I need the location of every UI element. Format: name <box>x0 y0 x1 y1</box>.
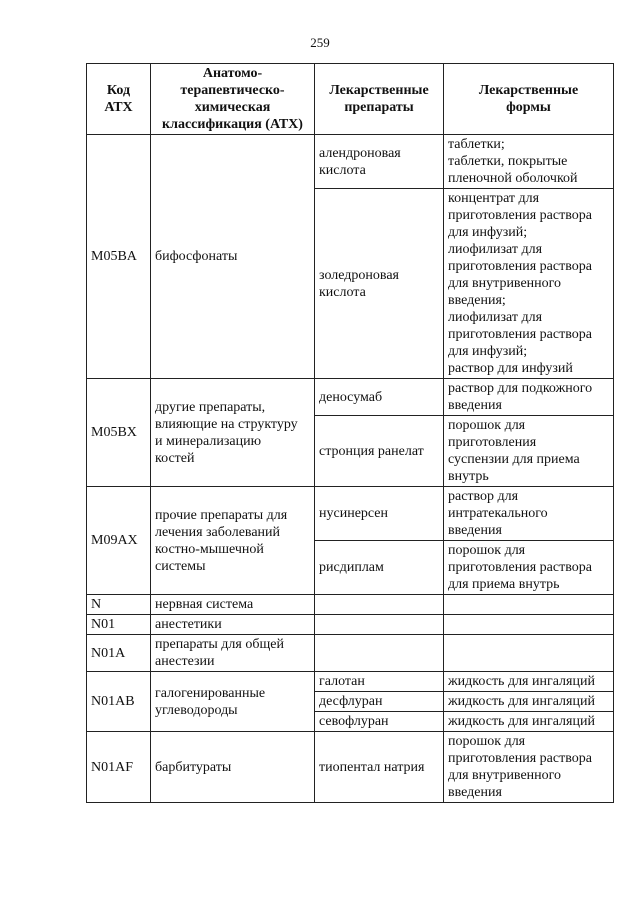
forms-cell <box>444 615 614 635</box>
forms-cell: раствор для интратекального введения <box>444 487 614 541</box>
page-number: 259 <box>310 35 330 50</box>
table-row <box>87 379 614 416</box>
forms-cell: таблетки; таблетки, покрытые пленочной оболочкой <box>444 135 614 189</box>
classification-cell: препараты для общей анестезии <box>151 635 315 672</box>
drug-cell <box>315 615 444 635</box>
table-row <box>87 487 614 541</box>
table-row <box>87 635 614 672</box>
header-drugs: Лекарственные препараты <box>315 64 444 135</box>
forms-cell: жидкость для ингаляций <box>444 712 614 732</box>
header-forms: Лекарственные формы <box>444 64 614 135</box>
atc-code-cell: N <box>87 595 151 615</box>
drug-cell: тиопентал натрия <box>315 732 444 803</box>
classification-cell: другие препараты, влияющие на структуру и минерализацию костей <box>151 379 315 487</box>
atc-code-cell: N01A <box>87 635 151 672</box>
forms-cell: раствор для подкожного введения <box>444 379 614 416</box>
drug-cell <box>315 595 444 615</box>
header-classification: Анатомо- терапевтическо- химическая классификация (АТХ) <box>151 64 315 135</box>
classification-cell: галогенированные углеводороды <box>151 672 315 732</box>
atc-code-cell: M09AX <box>87 487 151 595</box>
forms-cell: жидкость для ингаляций <box>444 692 614 712</box>
drug-cell: галотан <box>315 672 444 692</box>
drug-cell: нусинерсен <box>315 487 444 541</box>
table-row <box>87 615 614 635</box>
header-code: Код АТХ <box>87 64 151 135</box>
forms-cell: концентрат для приготовления раствора для инфузий; лиофилизат для приготовления раствора для внутривенного введения; лиофилизат для приготовления раствора для инфузий; раствор для инфузий <box>444 189 614 379</box>
atc-code-cell: N01AB <box>87 672 151 732</box>
forms-cell <box>444 635 614 672</box>
table-row <box>87 672 614 692</box>
atc-code-cell: M05BA <box>87 135 151 379</box>
atc-code-cell: N01 <box>87 615 151 635</box>
drug-cell: стронция ранелат <box>315 416 444 487</box>
classification-cell: барбитураты <box>151 732 315 803</box>
header-row <box>87 64 614 135</box>
forms-cell <box>444 595 614 615</box>
atc-drug-table <box>86 63 614 803</box>
drug-cell <box>315 635 444 672</box>
classification-cell: прочие препараты для лечения заболеваний костно-мышечной системы <box>151 487 315 595</box>
drug-cell: десфлуран <box>315 692 444 712</box>
drug-cell: деносумаб <box>315 379 444 416</box>
table-row <box>87 595 614 615</box>
forms-cell: жидкость для ингаляций <box>444 672 614 692</box>
table-row <box>87 135 614 189</box>
classification-cell: нервная система <box>151 595 315 615</box>
classification-cell: анестетики <box>151 615 315 635</box>
atc-code-cell: M05BX <box>87 379 151 487</box>
forms-cell: порошок для приготовления раствора для внутривенного введения <box>444 732 614 803</box>
forms-cell: порошок для приготовления раствора для приема внутрь <box>444 541 614 595</box>
atc-code-cell: N01AF <box>87 732 151 803</box>
forms-cell: порошок для приготовления суспензии для приема внутрь <box>444 416 614 487</box>
classification-cell: бифосфонаты <box>151 135 315 379</box>
drug-cell: золедроновая кислота <box>315 189 444 379</box>
drug-cell: алендроновая кислота <box>315 135 444 189</box>
table-row <box>87 732 614 803</box>
drug-cell: рисдиплам <box>315 541 444 595</box>
drug-cell: севофлуран <box>315 712 444 732</box>
